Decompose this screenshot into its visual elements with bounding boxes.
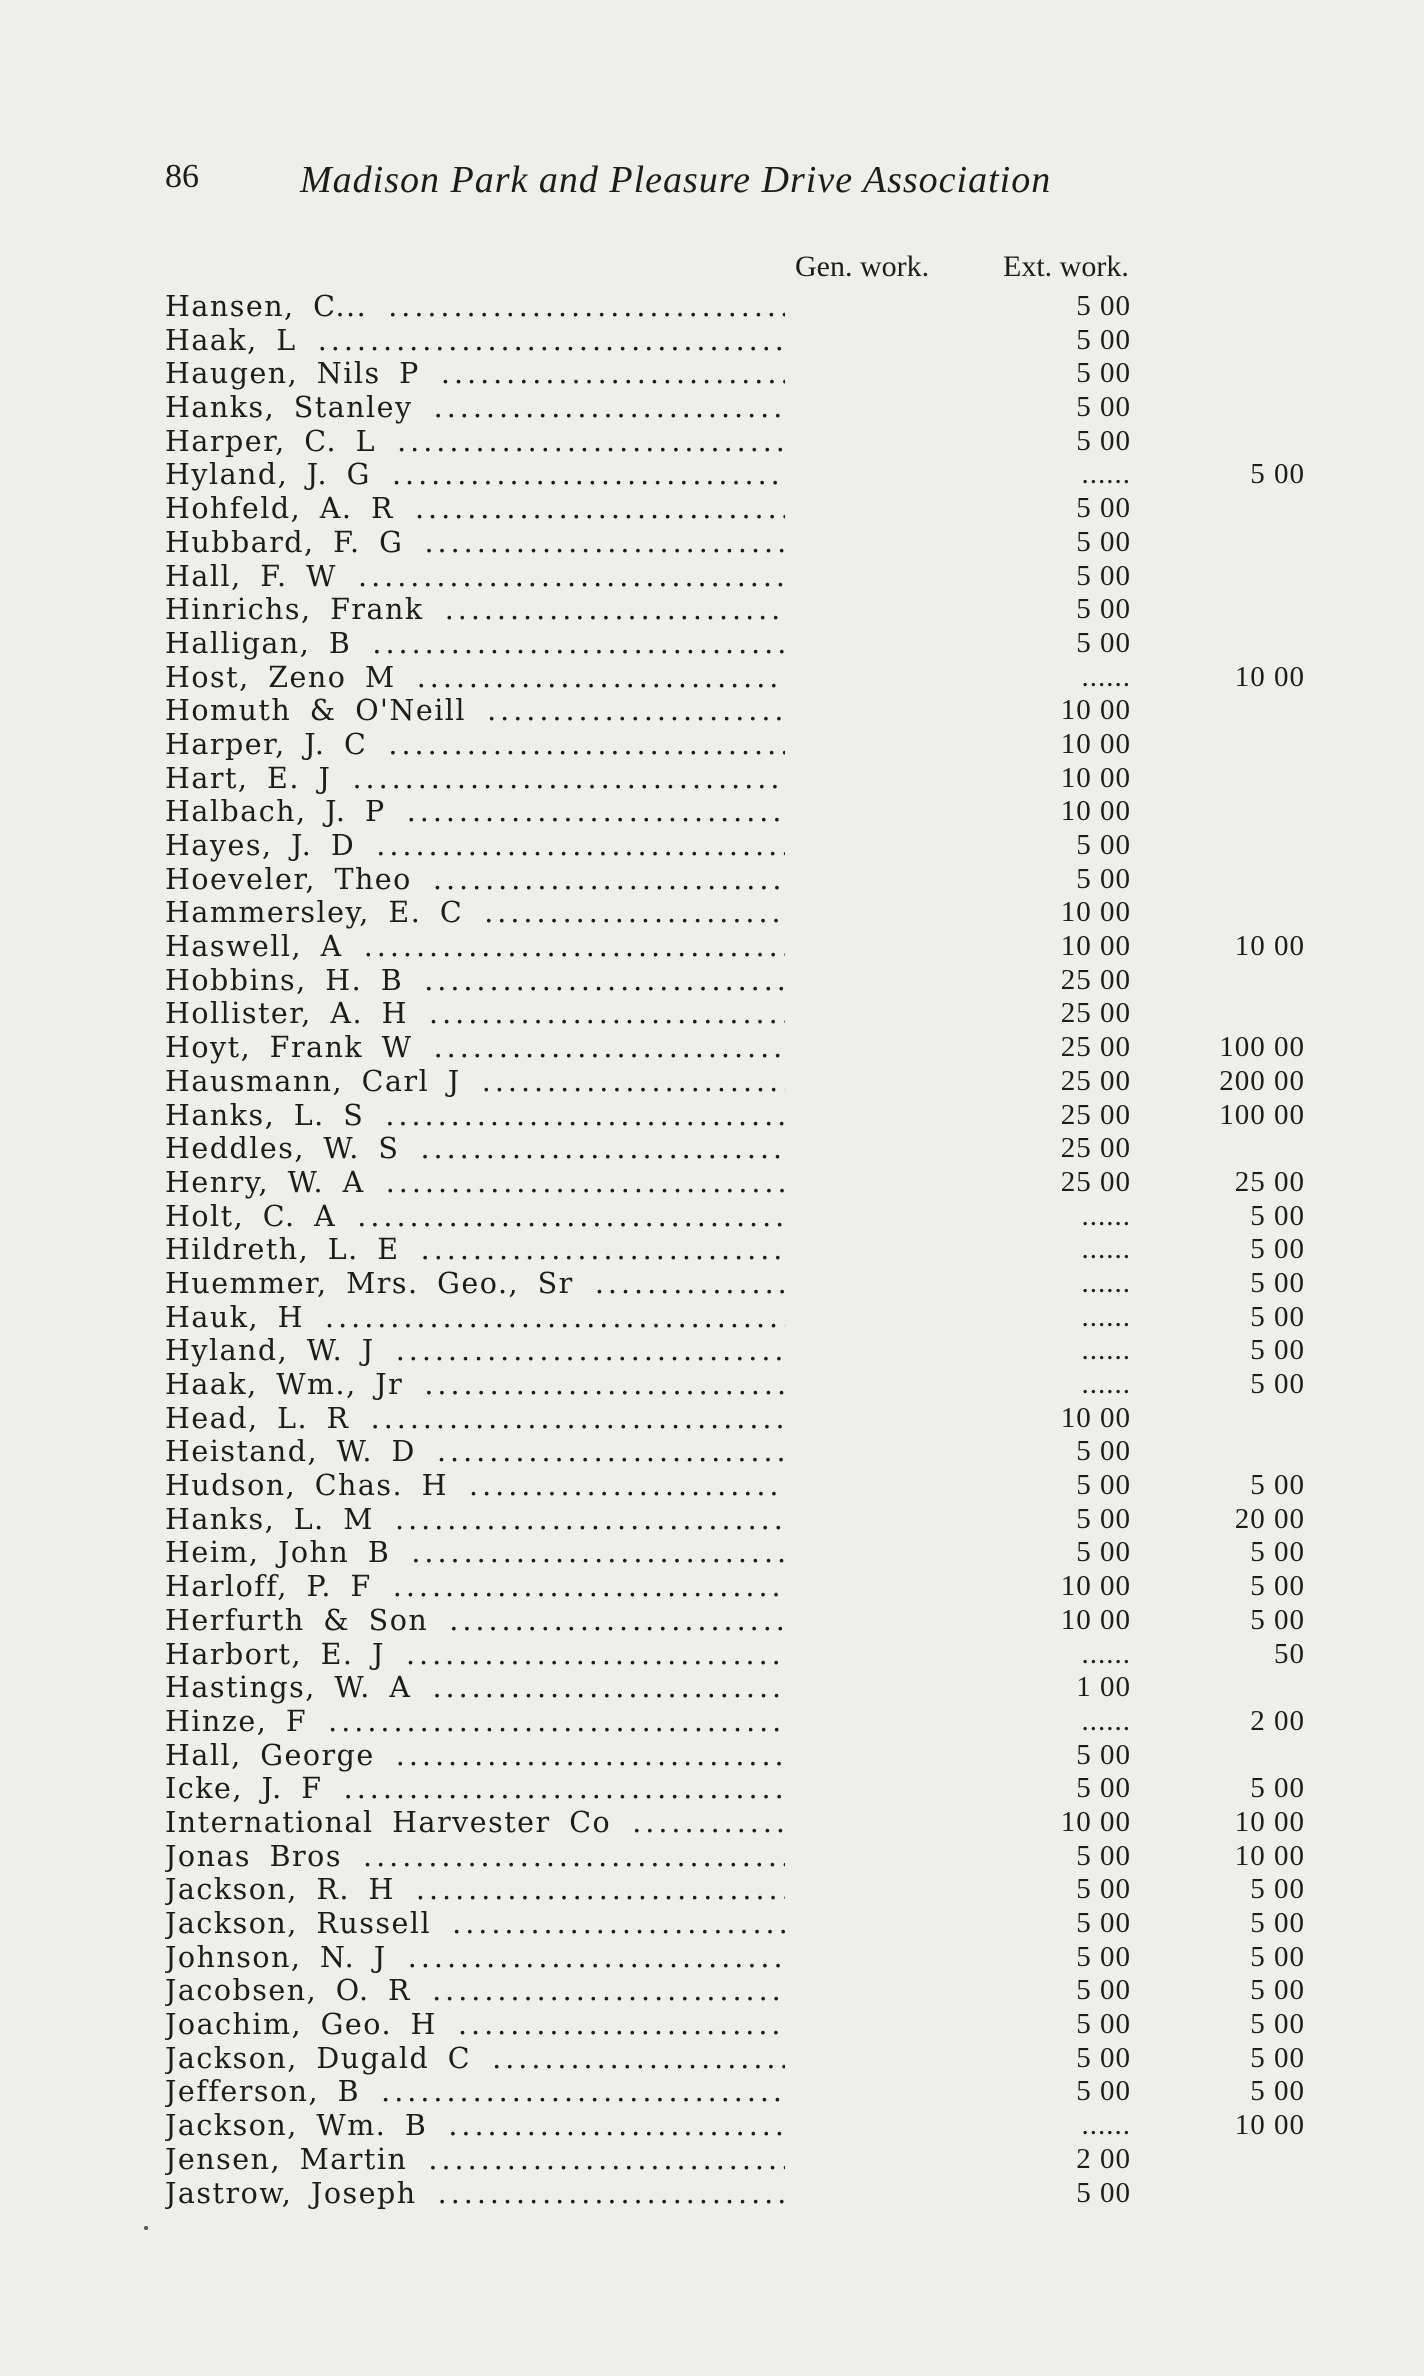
table-row [165,2109,1305,2143]
gen-work-amount: 5 00 [1076,1536,1131,1569]
table-row [165,1233,1305,1267]
gen-work-amount: 10 00 [1060,694,1131,727]
table-row [165,526,1195,560]
table-row [165,1570,1305,1604]
gen-work-amount: 25 00 [1060,997,1131,1030]
ext-work-amount: 5 00 [1250,1469,1305,1502]
table-row [165,1402,1195,1436]
ext-work-amount: 5 00 [1250,1536,1305,1569]
table-row [165,660,1305,695]
ext-work-amount: 5 00 [1250,1233,1305,1266]
table-row [165,997,1195,1031]
subscriber-name: Hausmann, Carl J ..... [165,1065,785,1099]
table-row [165,627,1195,661]
gen-work-amount: 5 00 [1076,1738,1131,1771]
subscriber-name: Hildreth, L. E ..... [165,1233,785,1267]
table-row [165,896,1195,930]
subscriber-name: Harbort, E. J ..... [165,1638,785,1672]
ext-work-amount: 5 00 [1250,1199,1305,1232]
table-row [165,1873,1305,1907]
table-row [165,829,1195,863]
subscriber-name: Hyland, W. J ..... [165,1334,785,1368]
table-row [165,930,1305,964]
subscriber-name: Hoyt, Frank W ..... [165,1031,785,1065]
subscriber-name: Haak, Wm., Jr ..... [165,1368,785,1402]
subscriber-name: Hall, F. W ..... [165,560,785,594]
subscriber-name: Herfurth & Son ..... [165,1604,785,1638]
subscriber-name: Harper, J. C ..... [165,728,785,762]
ext-work-amount: 5 00 [1250,1570,1305,1603]
ext-work-amount: 20 00 [1234,1502,1305,1535]
gen-work-amount: 5 00 [1076,424,1131,457]
table-row [165,1940,1305,1975]
column-headers [790,250,1190,290]
table-row [165,1300,1305,1335]
gen-work-amount: 5 00 [1076,626,1131,659]
table-row [165,1603,1305,1638]
gen-work-amount: 5 00 [1076,1435,1131,1468]
ext-work-amount: 2 00 [1250,1704,1305,1737]
gen-work-amount: 5 00 [1076,2075,1131,2108]
ext-work-amount: 5 00 [1250,1300,1305,1333]
subscriber-name: Hall, George ..... [165,1739,785,1773]
gen-work-amount: 5 00 [1076,357,1131,390]
table-row [165,1031,1305,1065]
gen-work-amount: 5 00 [1076,2176,1131,2209]
subscriber-name: Hanks, L. M ..... [165,1503,785,1537]
ext-work-amount: 25 00 [1234,1165,1305,1198]
subscriber-name: Hohfeld, A. R ..... [165,492,785,526]
table-row [165,1266,1305,1301]
gen-work-amount: 5 00 [1076,1940,1131,1973]
gen-work-amount: 5 00 [1076,1502,1131,1535]
gen-work-header: Gen. work. [795,250,930,283]
subscriber-name: Jastrow, Joseph ..... [165,2177,785,2211]
gen-work-amount: 5 00 [1076,323,1131,356]
ext-work-amount: 5 00 [1250,1266,1305,1299]
gen-work-amount: ...... [1081,1199,1131,1232]
table-row [165,2008,1305,2042]
ext-work-amount: 5 00 [1250,2041,1305,2074]
ext-work-amount: 100 00 [1219,1098,1305,1131]
gen-work-amount: 2 00 [1076,2142,1131,2175]
gen-work-amount: 10 00 [1060,761,1131,794]
table-row [165,1907,1305,1941]
gen-work-amount: 5 00 [1076,290,1131,322]
ext-work-amount: 5 00 [1250,2075,1305,2108]
subscriber-name: Host, Zeno M ..... [165,661,785,695]
table-row [165,1435,1195,1469]
table-row [165,1536,1305,1570]
subscriber-name: Hobbins, H. B ..... [165,964,785,998]
table-row [165,1199,1305,1234]
table-row [165,795,1195,829]
subscriber-name: Heim, John B ..... [165,1536,785,1570]
subscriber-name: Hinrichs, Frank ..... [165,593,785,627]
subscriber-name: Jackson, Wm. B ..... [165,2109,785,2143]
ext-work-amount: 50 [1274,1637,1305,1670]
table-row [165,324,1195,358]
table-row [165,1132,1195,1166]
subscriber-name: Jackson, Russell ..... [165,1907,785,1941]
subscriber-name: Johnson, N. J ..... [165,1941,785,1975]
subscriber-name: Hoeveler, Theo ..... [165,863,785,897]
ext-work-amount: 5 00 [1250,1368,1305,1400]
page-number: 86 [165,158,199,195]
table-row [165,694,1195,728]
ext-work-amount: 10 00 [1234,930,1305,963]
gen-work-amount: 5 00 [1076,1974,1131,2007]
subscriber-name: Hubbard, F. G ..... [165,526,785,560]
table-row [165,1772,1305,1806]
ext-work-amount: 5 00 [1250,1603,1305,1636]
table-row [165,458,1305,492]
subscriber-name: Homuth & O'Neill ..... [165,694,785,728]
gen-work-amount: 10 00 [1060,930,1131,963]
ext-work-amount: 200 00 [1219,1064,1305,1097]
gen-work-amount: ...... [1081,660,1131,693]
subscriber-name: Jackson, R. H ..... [165,1873,785,1907]
gen-work-amount: 10 00 [1060,1570,1131,1603]
subscriber-name: Halligan, B ..... [165,627,785,661]
gen-work-amount: 5 00 [1076,862,1131,895]
ext-work-amount: 10 00 [1234,660,1305,693]
gen-work-amount: ...... [1081,1300,1131,1333]
subscriber-name: Haugen, Nils P ..... [165,357,785,391]
table-row [165,2041,1305,2076]
subscriber-name: Hyland, J. G ..... [165,458,785,492]
table-row [165,1805,1305,1840]
gen-work-amount: 25 00 [1060,963,1131,996]
table-row [165,762,1195,796]
table-row [165,492,1195,526]
gen-work-amount: 5 00 [1076,1469,1131,1502]
subscriber-name: Hanks, L. S ..... [165,1099,785,1133]
table-row [165,290,1195,324]
table-row [165,593,1195,627]
gen-work-amount: ...... [1081,2109,1131,2142]
subscriber-name: Jacobsen, O. R ..... [165,1974,785,2008]
ext-work-amount: 5 00 [1250,458,1305,491]
gen-work-amount: 5 00 [1076,1873,1131,1906]
gen-work-amount: 10 00 [1060,1603,1131,1636]
ext-work-amount: 10 00 [1234,1805,1305,1838]
gen-work-amount: 5 00 [1076,391,1131,424]
subscriber-name: Halbach, J. P ..... [165,795,785,829]
table-row [165,1704,1305,1739]
gen-work-amount: 5 00 [1076,829,1131,861]
subscriber-name: Icke, J. F ..... [165,1772,785,1806]
table-row [165,728,1195,762]
subscriber-name: Jonas Bros ..... [165,1840,785,1874]
table-row [165,1334,1305,1368]
gen-work-amount: 10 00 [1060,727,1131,760]
gen-work-amount: ...... [1081,458,1131,491]
page-title: Madison Park and Pleasure Drive Association [300,159,1052,201]
subscriber-name: Hudson, Chas. H ..... [165,1469,785,1503]
table-row [165,391,1195,425]
gen-work-amount: ...... [1081,1368,1131,1400]
page-speck [144,2226,148,2230]
gen-work-amount: 5 00 [1076,593,1131,626]
ext-work-amount: 10 00 [1234,2109,1305,2142]
table-row [165,1637,1305,1672]
subscriber-name: International Harvester Co ..... [165,1806,785,1840]
subscriber-name: Holt, C. A ..... [165,1200,785,1234]
table-row [165,1469,1305,1503]
gen-work-amount: 25 00 [1060,1031,1131,1064]
gen-work-amount: ...... [1081,1334,1131,1367]
table-row [165,1064,1305,1099]
subscriber-name: Hauk, H ..... [165,1301,785,1335]
subscriber-name: Heistand, W. D ..... [165,1435,785,1469]
ext-work-amount: 5 00 [1250,1873,1305,1906]
subscriber-name: Heddles, W. S ..... [165,1132,785,1166]
table-row [165,863,1195,897]
table-row [165,964,1195,998]
table-row [165,1974,1305,2008]
gen-work-amount: 5 00 [1076,2008,1131,2041]
gen-work-amount: 10 00 [1060,1805,1131,1838]
gen-work-amount: 5 00 [1076,492,1131,525]
table-row [165,1368,1305,1402]
gen-work-amount: 10 00 [1060,896,1131,929]
ext-work-amount: 5 00 [1250,2008,1305,2041]
table-row [165,1165,1305,1200]
page-header [165,158,1195,208]
gen-work-amount: 10 00 [1060,1401,1131,1434]
subscriber-name: Huemmer, Mrs. Geo., Sr ..... [165,1267,785,1301]
gen-work-amount: 5 00 [1076,525,1131,558]
table-row [165,560,1195,594]
gen-work-amount: ...... [1081,1233,1131,1266]
table-row [165,1839,1305,1874]
gen-work-amount: 1 00 [1076,1671,1131,1704]
subscriber-name: Henry, W. A ..... [165,1166,785,1200]
gen-work-amount: 25 00 [1060,1064,1131,1097]
gen-work-amount: 5 00 [1076,1772,1131,1805]
subscriber-name: Jackson, Dugald C ..... [165,2042,785,2076]
table-row [165,1671,1195,1705]
ext-work-amount: 5 00 [1250,1334,1305,1367]
gen-work-amount: 10 00 [1060,795,1131,828]
ext-work-amount: 5 00 [1250,1940,1305,1973]
ext-work-amount: 5 00 [1250,1974,1305,2007]
subscriber-name: Hinze, F ..... [165,1705,785,1739]
subscriber-name: Hansen, C... ..... [165,290,785,324]
subscriber-name: Hanks, Stanley ..... [165,391,785,425]
subscriber-name: Harloff, P. F ..... [165,1570,785,1604]
subscriber-name: Hollister, A. H ..... [165,997,785,1031]
gen-work-amount: 5 00 [1076,1839,1131,1872]
subscriber-name: Joachim, Geo. H ..... [165,2008,785,2042]
subscriber-name: Head, L. R ..... [165,1402,785,1436]
subscriber-name: Hayes, J. D ..... [165,829,785,863]
subscriber-name: Haak, L ..... [165,324,785,358]
gen-work-amount: 5 00 [1076,559,1131,592]
table-row [165,1502,1305,1537]
gen-work-amount: 5 00 [1076,2041,1131,2074]
subscriber-list [165,290,1305,2210]
ext-work-amount: 100 00 [1219,1031,1305,1064]
gen-work-amount: 25 00 [1060,1165,1131,1198]
gen-work-amount: ...... [1081,1266,1131,1299]
table-row [165,2177,1195,2211]
table-row [165,2143,1195,2177]
subscriber-name: Hastings, W. A ..... [165,1671,785,1705]
gen-work-amount: 25 00 [1060,1098,1131,1131]
table-row [165,1098,1305,1133]
table-row [165,1739,1195,1773]
gen-work-amount: 5 00 [1076,1907,1131,1939]
table-row [165,2075,1305,2109]
table-row [165,425,1195,459]
ext-work-amount: 5 00 [1250,1907,1305,1939]
table-row [165,357,1195,391]
gen-work-amount: ...... [1081,1637,1131,1670]
subscriber-name: Jefferson, B ..... [165,2075,785,2109]
gen-work-amount: 25 00 [1060,1132,1131,1165]
gen-work-amount: ...... [1081,1704,1131,1737]
subscriber-name: Hart, E. J ..... [165,762,785,796]
ext-work-amount: 10 00 [1234,1839,1305,1872]
subscriber-name: Harper, C. L ..... [165,425,785,459]
subscriber-name: Haswell, A ..... [165,930,785,964]
ext-work-amount: 5 00 [1250,1772,1305,1805]
subscriber-name: Jensen, Martin ..... [165,2143,785,2177]
subscriber-name: Hammersley, E. C ..... [165,896,785,930]
ext-work-header: Ext. work. [1003,250,1129,283]
